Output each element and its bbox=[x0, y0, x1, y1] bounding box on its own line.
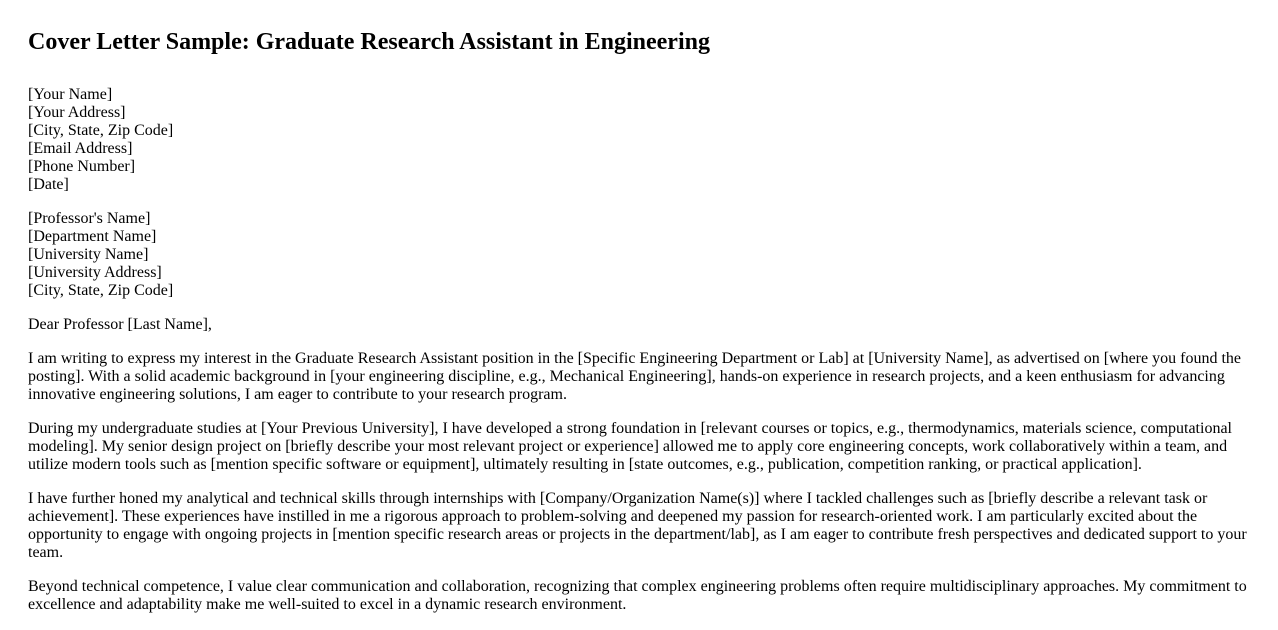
document-page bbox=[28, 28, 1250, 630]
salutation: Dear Professor [Last Name], bbox=[28, 316, 212, 333]
recipient-university: [University Name] bbox=[28, 246, 149, 263]
body-paragraph-soft-skills: Beyond technical competence, I value clear communication and collaboration, recognizing that complex engineering problems often require multidisciplinary approaches. My commitment to excellence and adaptability make me well-suited to excel in a dynamic research environment. bbox=[28, 578, 1247, 613]
letter-date: [Date] bbox=[28, 176, 69, 193]
sender-address-block bbox=[28, 86, 1250, 194]
body-paragraph-experience: I have further honed my analytical and technical skills through internships with [Company/Organization Name(s)] where I tackled challenges such as [briefly describe a relevant task or achievement]. These experiences have instilled in me a rigorous approach to problem-solving and deepened my passion for research-oriented work. I am particularly excited about the opportunity to engage with ongoing projects in [mention specific research areas or projects in the department/lab], as I am eager to contribute fresh perspectives and dedicated support to your team. bbox=[28, 490, 1247, 561]
recipient-department: [Department Name] bbox=[28, 228, 157, 245]
page-title: Cover Letter Sample: Graduate Research Assistant in Engineering bbox=[28, 29, 710, 55]
sender-email: [Email Address] bbox=[28, 140, 133, 157]
recipient-address-block bbox=[28, 210, 1250, 300]
recipient-university-address: [University Address] bbox=[28, 264, 162, 281]
sender-address: [Your Address] bbox=[28, 104, 126, 121]
sender-phone: [Phone Number] bbox=[28, 158, 136, 175]
sender-city-state-zip: [City, State, Zip Code] bbox=[28, 122, 174, 139]
recipient-name: [Professor's Name] bbox=[28, 210, 151, 227]
body-paragraph-education: During my undergraduate studies at [Your Previous University], I have developed a strong foundation in [relevant courses or topics, e.g., thermodynamics, materials science, computational modeling]. My senior design project on [briefly describe your most relevant project or experience] allowed me to apply core engineering concepts, work collaboratively within a team, and utilize modern tools such as [mention specific software or equipment], ultimately resulting in [state outcomes, e.g., publication, competition ranking, or practical application]. bbox=[28, 420, 1232, 473]
recipient-city-state-zip: [City, State, Zip Code] bbox=[28, 282, 174, 299]
body-paragraph-intro: I am writing to express my interest in the Graduate Research Assistant position in the [Specific Engineering Department or Lab] at [University Name], as advertised on [where you found the posting]. With a solid academic background in [your engineering discipline, e.g., Mechanical Engineering], hands-on experience in research projects, and a keen enthusiasm for advancing innovative engineering solutions, I am eager to contribute to your research program. bbox=[28, 350, 1241, 403]
sender-name: [Your Name] bbox=[28, 86, 113, 103]
